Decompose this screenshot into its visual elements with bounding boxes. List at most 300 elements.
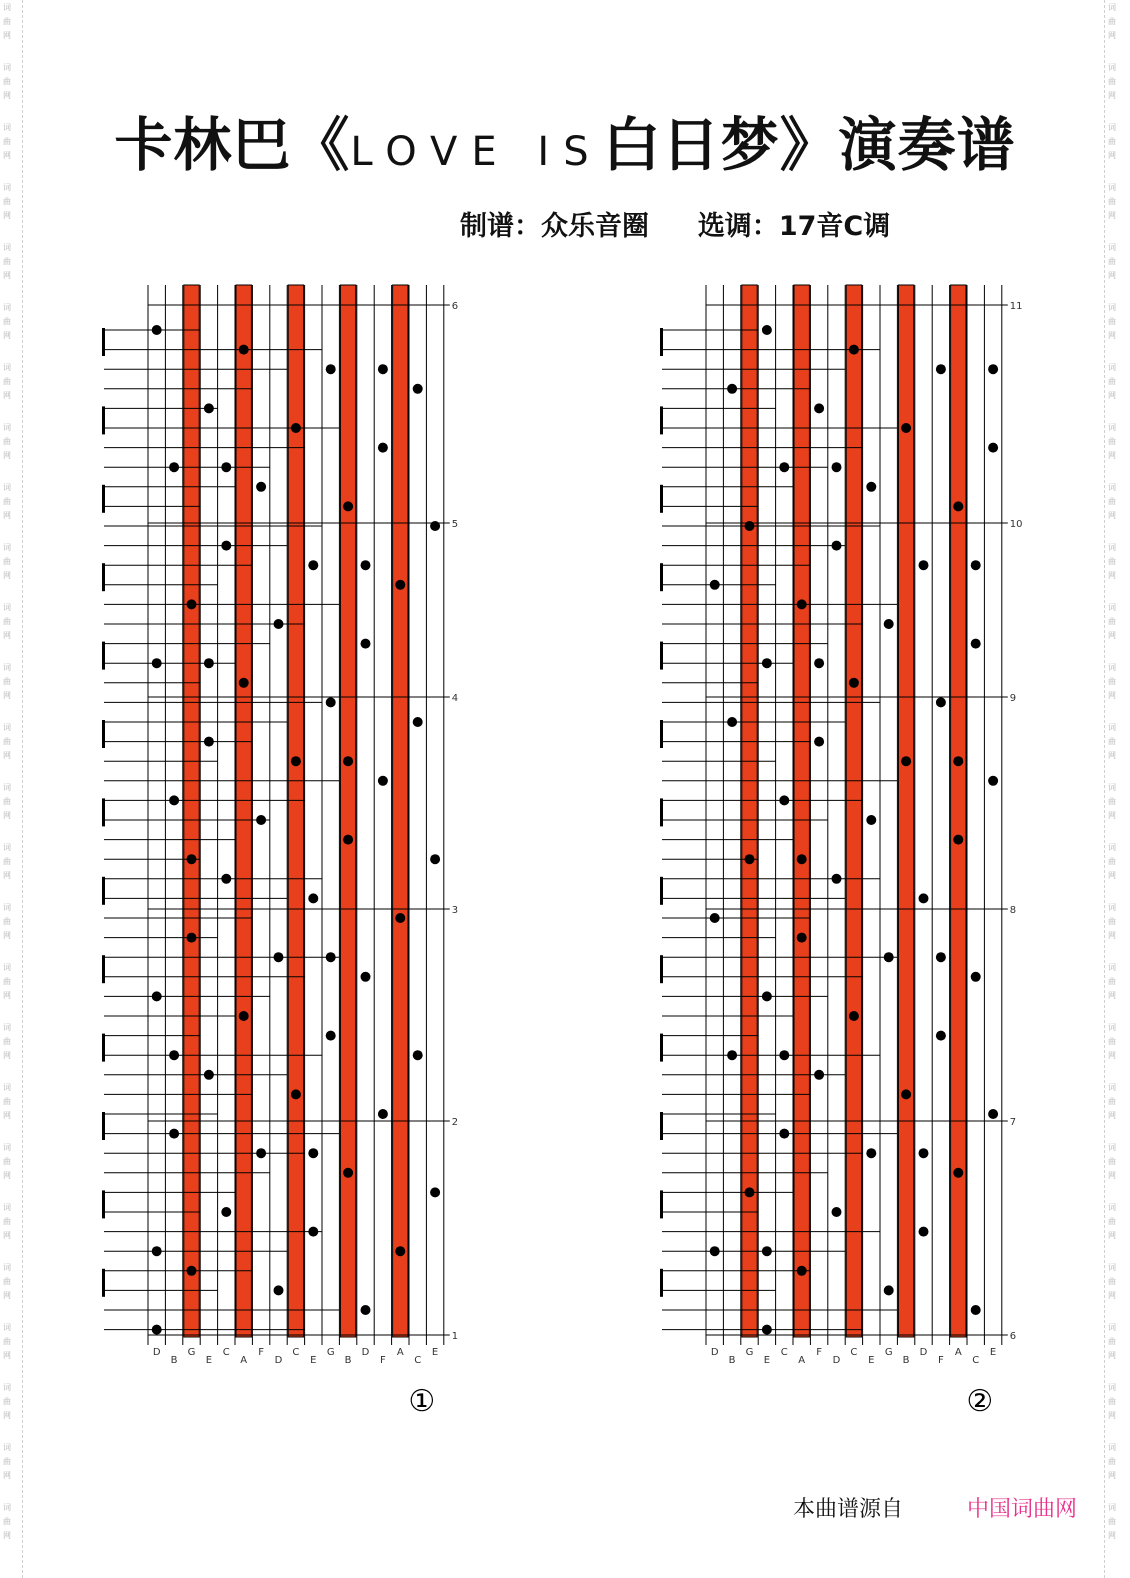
watermark-char: 词	[1108, 1443, 1116, 1452]
watermark-char: 网	[1108, 271, 1116, 280]
watermark-char: 网	[1108, 991, 1116, 1000]
note-dot	[378, 776, 388, 786]
footer-source-text: 本曲谱源自	[793, 1497, 904, 1522]
watermark-char: 词	[3, 783, 11, 792]
note-dot	[971, 972, 981, 982]
rhythm-stem	[102, 563, 105, 591]
rhythm-stem	[102, 720, 105, 748]
watermark-char: 网	[3, 31, 11, 40]
watermark-char: 词	[3, 303, 11, 312]
watermark-char: 网	[1108, 1531, 1116, 1540]
key-letter: C	[972, 1355, 980, 1366]
watermark-char: 网	[3, 451, 11, 460]
note-dot	[256, 815, 266, 825]
watermark-char: 网	[1108, 451, 1116, 460]
note-dot	[256, 482, 266, 492]
watermark-char: 词	[3, 1263, 11, 1272]
note-dot	[745, 521, 755, 531]
note-dot	[326, 364, 336, 374]
watermark-char: 曲	[3, 737, 11, 746]
watermark-char: 网	[1108, 1471, 1116, 1480]
note-dot	[169, 1050, 179, 1060]
note-dot	[762, 658, 772, 668]
note-dot	[901, 423, 911, 433]
watermark-char: 曲	[1108, 557, 1116, 566]
key-letter: E	[868, 1355, 875, 1366]
watermark-char: 曲	[3, 257, 11, 266]
watermark-char: 网	[1108, 331, 1116, 340]
note-dot	[971, 560, 981, 570]
key-letter: A	[798, 1355, 806, 1366]
note-dot	[361, 560, 371, 570]
note-dot	[308, 1148, 318, 1158]
highlight-lane	[184, 285, 199, 1337]
note-dot	[797, 854, 807, 864]
note-dot	[413, 717, 423, 727]
note-dot	[832, 874, 842, 884]
watermark-char: 曲	[1108, 1157, 1116, 1166]
note-dot	[343, 1168, 353, 1178]
key-letter: D	[361, 1347, 370, 1358]
watermark-char: 曲	[1108, 257, 1116, 266]
note-dot	[919, 560, 929, 570]
note-dot	[221, 1207, 231, 1217]
watermark-char: 曲	[3, 497, 11, 506]
key-letter: F	[380, 1355, 386, 1366]
watermark-char: 网	[3, 391, 11, 400]
watermark-char: 曲	[3, 617, 11, 626]
watermark-char: 网	[3, 931, 11, 940]
watermark-char: 词	[3, 1323, 11, 1332]
watermark-char: 网	[3, 631, 11, 640]
note-dot	[430, 521, 440, 531]
note-dot	[326, 697, 336, 707]
watermark-char: 曲	[1108, 437, 1116, 446]
watermark-char: 网	[3, 571, 11, 580]
watermark-char: 词	[1108, 1083, 1116, 1092]
watermark-char: 网	[1108, 751, 1116, 760]
note-dot	[884, 619, 894, 629]
note-dot	[361, 972, 371, 982]
note-dot	[779, 1129, 789, 1139]
watermark-char: 网	[1108, 1111, 1116, 1120]
watermark-char: 曲	[1108, 497, 1116, 506]
watermark-char: 词	[3, 843, 11, 852]
watermark-char: 曲	[1108, 917, 1116, 926]
watermark-char: 网	[1108, 31, 1116, 40]
rhythm-stem	[102, 955, 105, 983]
page-title	[0, 98, 1130, 182]
rhythm-stem	[102, 328, 105, 356]
note-dot	[169, 795, 179, 805]
watermark-char: 词	[3, 243, 11, 252]
note-dot	[936, 952, 946, 962]
watermark-char: 网	[1108, 511, 1116, 520]
note-dot	[343, 835, 353, 845]
watermark-char: 曲	[3, 137, 11, 146]
watermark-char: 网	[3, 1231, 11, 1240]
watermark-char: 曲	[1108, 317, 1116, 326]
watermark-char: 曲	[3, 857, 11, 866]
key-letter: G	[187, 1347, 196, 1358]
note-dot	[187, 933, 197, 943]
note-dot	[779, 462, 789, 472]
watermark-char: 词	[1108, 723, 1116, 732]
watermark-char: 网	[1108, 1171, 1116, 1180]
watermark-char: 网	[1108, 151, 1116, 160]
note-dot	[187, 1266, 197, 1276]
note-dot	[919, 1148, 929, 1158]
note-dot	[866, 1148, 876, 1158]
note-dot	[187, 854, 197, 864]
watermark-char: 网	[3, 1171, 11, 1180]
watermark-char: 词	[1108, 843, 1116, 852]
watermark-char: 词	[3, 1143, 11, 1152]
note-dot	[274, 1285, 284, 1295]
highlight-lane	[794, 285, 809, 1337]
watermark-char: 词	[3, 1203, 11, 1212]
key-letter: C	[414, 1355, 422, 1366]
note-dot	[762, 325, 772, 335]
watermark-char: 词	[3, 3, 11, 12]
highlight-lane	[236, 285, 251, 1337]
watermark-char: 词	[1108, 123, 1116, 132]
highlight-lane	[393, 285, 408, 1337]
note-dot	[849, 678, 859, 688]
note-dot	[988, 1109, 998, 1119]
watermark-char: 曲	[1108, 617, 1116, 626]
note-dot	[343, 756, 353, 766]
watermark-char: 网	[3, 91, 11, 100]
watermark-char: 曲	[3, 917, 11, 926]
watermark-char: 词	[3, 723, 11, 732]
key-letter: B	[344, 1355, 352, 1366]
watermark-char: 曲	[3, 1097, 11, 1106]
watermark-char: 网	[3, 991, 11, 1000]
watermark-char: 词	[1108, 1203, 1116, 1212]
watermark-char: 网	[3, 331, 11, 340]
note-dot	[326, 1031, 336, 1041]
watermark-char: 曲	[1108, 77, 1116, 86]
note-dot	[395, 580, 405, 590]
watermark-char: 词	[1108, 903, 1116, 912]
key-letter: E	[989, 1347, 997, 1358]
note-dot	[221, 874, 231, 884]
note-dot	[814, 658, 824, 668]
rhythm-stem	[102, 1112, 105, 1140]
title-latin: LOVE IS	[350, 129, 603, 175]
watermark-char: 曲	[1108, 857, 1116, 866]
watermark-char: 曲	[3, 377, 11, 386]
note-dot	[710, 1246, 720, 1256]
watermark-char: 词	[1108, 963, 1116, 972]
rhythm-stem	[102, 642, 105, 670]
watermark-char: 网	[1108, 631, 1116, 640]
note-dot	[832, 462, 842, 472]
rhythm-stem	[660, 1190, 663, 1218]
key-letter: G	[326, 1347, 335, 1358]
note-dot	[762, 1325, 772, 1335]
watermark-char: 网	[1108, 811, 1116, 820]
watermark-char: 词	[1108, 603, 1116, 612]
note-dot	[919, 893, 929, 903]
watermark-char: 词	[1108, 183, 1116, 192]
watermark-char: 网	[3, 271, 11, 280]
note-dot	[971, 1305, 981, 1315]
note-dot	[727, 717, 737, 727]
note-dot	[291, 423, 301, 433]
watermark-char: 词	[3, 123, 11, 132]
watermark-char: 网	[3, 871, 11, 880]
left-watermark-strip	[0, 0, 23, 1578]
key-letter: D	[274, 1355, 283, 1366]
watermark-char: 词	[3, 483, 11, 492]
key-letter: A	[954, 1347, 962, 1358]
note-dot	[953, 756, 963, 766]
note-dot	[762, 991, 772, 1001]
highlight-lane	[846, 285, 861, 1337]
watermark-char: 曲	[3, 1517, 11, 1526]
watermark-char: 词	[3, 63, 11, 72]
note-dot	[866, 815, 876, 825]
watermark-char: 网	[3, 511, 11, 520]
rhythm-stem	[102, 877, 105, 905]
watermark-char: 曲	[1108, 377, 1116, 386]
note-dot	[901, 1089, 911, 1099]
watermark-char: 词	[1108, 1383, 1116, 1392]
watermark-char: 词	[1108, 63, 1116, 72]
key-letter: E	[310, 1355, 317, 1366]
page-label: ①	[408, 1384, 436, 1419]
watermark-char: 网	[3, 1471, 11, 1480]
note-dot	[988, 443, 998, 453]
footer-brand-link[interactable]: 中国词曲网	[967, 1497, 1078, 1522]
note-dot	[204, 658, 214, 668]
note-dot	[413, 1050, 423, 1060]
watermark-char: 词	[1108, 1263, 1116, 1272]
note-dot	[936, 697, 946, 707]
watermark-char: 曲	[1108, 1337, 1116, 1346]
watermark-char: 词	[1108, 1323, 1116, 1332]
tab-sheet-2	[658, 285, 1038, 1419]
key-letter: F	[258, 1347, 264, 1358]
note-dot	[727, 384, 737, 394]
note-dot	[762, 1246, 772, 1256]
watermark-char: 曲	[1108, 737, 1116, 746]
note-dot	[361, 639, 371, 649]
watermark-char: 曲	[3, 1397, 11, 1406]
rhythm-stem	[660, 798, 663, 826]
watermark-char: 曲	[1108, 977, 1116, 986]
watermark-char: 曲	[1108, 677, 1116, 686]
subtitle	[460, 204, 890, 243]
note-dot	[274, 952, 284, 962]
sheet-1-svg	[100, 285, 480, 1419]
key-letter: C	[222, 1347, 230, 1358]
watermark-char: 网	[3, 1411, 11, 1420]
note-dot	[152, 1325, 162, 1335]
highlight-lane	[898, 285, 913, 1337]
note-dot	[204, 403, 214, 413]
note-dot	[710, 580, 720, 590]
watermark-char: 曲	[3, 1277, 11, 1286]
note-dot	[291, 756, 301, 766]
watermark-char: 词	[1108, 303, 1116, 312]
note-dot	[221, 541, 231, 551]
highlight-lane	[288, 285, 303, 1337]
watermark-char: 词	[3, 903, 11, 912]
key-letter: F	[938, 1355, 944, 1366]
watermark-char: 曲	[1108, 1277, 1116, 1286]
measure-number: 3	[451, 905, 459, 916]
watermark-char: 词	[1108, 1023, 1116, 1032]
rhythm-stem	[660, 328, 663, 356]
watermark-char: 词	[1108, 483, 1116, 492]
note-dot	[814, 737, 824, 747]
watermark-char: 网	[1108, 571, 1116, 580]
key-letter: E	[763, 1355, 771, 1366]
right-watermark-strip	[1104, 0, 1127, 1578]
watermark-char: 词	[1108, 543, 1116, 552]
watermark-char: 网	[3, 211, 11, 220]
measure-number: 6	[1009, 1331, 1017, 1342]
note-dot	[745, 1187, 755, 1197]
watermark-char: 网	[3, 751, 11, 760]
key-letter: B	[902, 1355, 910, 1366]
note-dot	[239, 1011, 249, 1021]
note-dot	[936, 364, 946, 374]
sheet-2-svg	[658, 285, 1038, 1419]
watermark-char: 词	[3, 1023, 11, 1032]
watermark-char: 曲	[1108, 17, 1116, 26]
rhythm-stem	[660, 720, 663, 748]
measure-number: 1	[451, 1331, 459, 1342]
note-dot	[361, 1305, 371, 1315]
note-dot	[256, 1148, 266, 1158]
watermark-char: 曲	[1108, 1517, 1116, 1526]
note-dot	[745, 854, 755, 864]
watermark-char: 曲	[3, 1157, 11, 1166]
key-letter: G	[745, 1347, 754, 1358]
note-dot	[710, 913, 720, 923]
key-letter: E	[431, 1347, 439, 1358]
watermark-char: 词	[3, 603, 11, 612]
watermark-char: 网	[1108, 391, 1116, 400]
watermark-char: 词	[1108, 423, 1116, 432]
note-dot	[814, 1070, 824, 1080]
watermark-char: 词	[1108, 1503, 1116, 1512]
watermark-char: 词	[3, 1083, 11, 1092]
note-dot	[779, 795, 789, 805]
rhythm-stem	[102, 798, 105, 826]
watermark-char: 曲	[1108, 137, 1116, 146]
key-letter: E	[205, 1355, 213, 1366]
measure-number: 8	[1009, 905, 1017, 916]
measure-number: 7	[1009, 1117, 1017, 1128]
watermark-char: 曲	[3, 197, 11, 206]
key-letter: G	[884, 1347, 893, 1358]
note-dot	[152, 658, 162, 668]
watermark-char: 曲	[3, 1457, 11, 1466]
rhythm-stem	[660, 877, 663, 905]
watermark-char: 网	[3, 1291, 11, 1300]
watermark-char: 词	[3, 423, 11, 432]
watermark-char: 曲	[3, 77, 11, 86]
note-dot	[936, 1031, 946, 1041]
note-dot	[988, 364, 998, 374]
key-letter: B	[170, 1355, 178, 1366]
arranger-label: 制谱：	[460, 211, 541, 242]
watermark-char: 曲	[3, 797, 11, 806]
note-dot	[727, 1050, 737, 1060]
note-dot	[152, 991, 162, 1001]
watermark-char: 曲	[1108, 1037, 1116, 1046]
watermark-char: 曲	[3, 17, 11, 26]
key-letter: A	[240, 1355, 248, 1366]
note-dot	[797, 933, 807, 943]
note-dot	[308, 893, 318, 903]
measure-number: 9	[1009, 693, 1017, 704]
rhythm-stem	[102, 485, 105, 513]
key-letter: D	[919, 1347, 928, 1358]
watermark-char: 网	[1108, 211, 1116, 220]
watermark-char: 网	[1108, 91, 1116, 100]
rhythm-stem	[660, 406, 663, 434]
note-dot	[378, 443, 388, 453]
key-letter: A	[396, 1347, 404, 1358]
watermark-char: 网	[1108, 1351, 1116, 1360]
watermark-char: 词	[3, 1443, 11, 1452]
note-dot	[169, 1129, 179, 1139]
note-dot	[291, 1089, 301, 1099]
watermark-char: 网	[3, 151, 11, 160]
rhythm-stem	[660, 1269, 663, 1297]
highlight-lane	[340, 285, 355, 1337]
note-dot	[832, 1207, 842, 1217]
note-dot	[884, 952, 894, 962]
tab-sheet-1	[100, 285, 480, 1419]
note-dot	[797, 599, 807, 609]
watermark-char: 曲	[3, 977, 11, 986]
note-dot	[884, 1285, 894, 1295]
watermark-char: 网	[1108, 691, 1116, 700]
note-dot	[953, 501, 963, 511]
key-letter: B	[728, 1355, 736, 1366]
key-letter: D	[710, 1347, 719, 1358]
watermark-char: 网	[3, 691, 11, 700]
note-dot	[814, 403, 824, 413]
watermark-char: 网	[3, 1051, 11, 1060]
note-dot	[971, 639, 981, 649]
watermark-char: 曲	[3, 557, 11, 566]
watermark-char: 词	[1108, 783, 1116, 792]
watermark-char: 网	[3, 811, 11, 820]
watermark-char: 曲	[1108, 1457, 1116, 1466]
watermark-char: 词	[3, 1503, 11, 1512]
watermark-char: 曲	[1108, 197, 1116, 206]
watermark-char: 曲	[3, 437, 11, 446]
watermark-char: 曲	[3, 1217, 11, 1226]
title-part-2: 白日梦》演奏谱	[602, 111, 1016, 179]
highlight-lane	[951, 285, 966, 1337]
rhythm-stem	[102, 1034, 105, 1062]
rhythm-stem	[660, 642, 663, 670]
measure-number: 11	[1009, 301, 1023, 312]
watermark-char: 词	[1108, 3, 1116, 12]
note-dot	[378, 1109, 388, 1119]
measure-number: 10	[1009, 519, 1023, 530]
key-label: 选调：	[697, 211, 779, 242]
